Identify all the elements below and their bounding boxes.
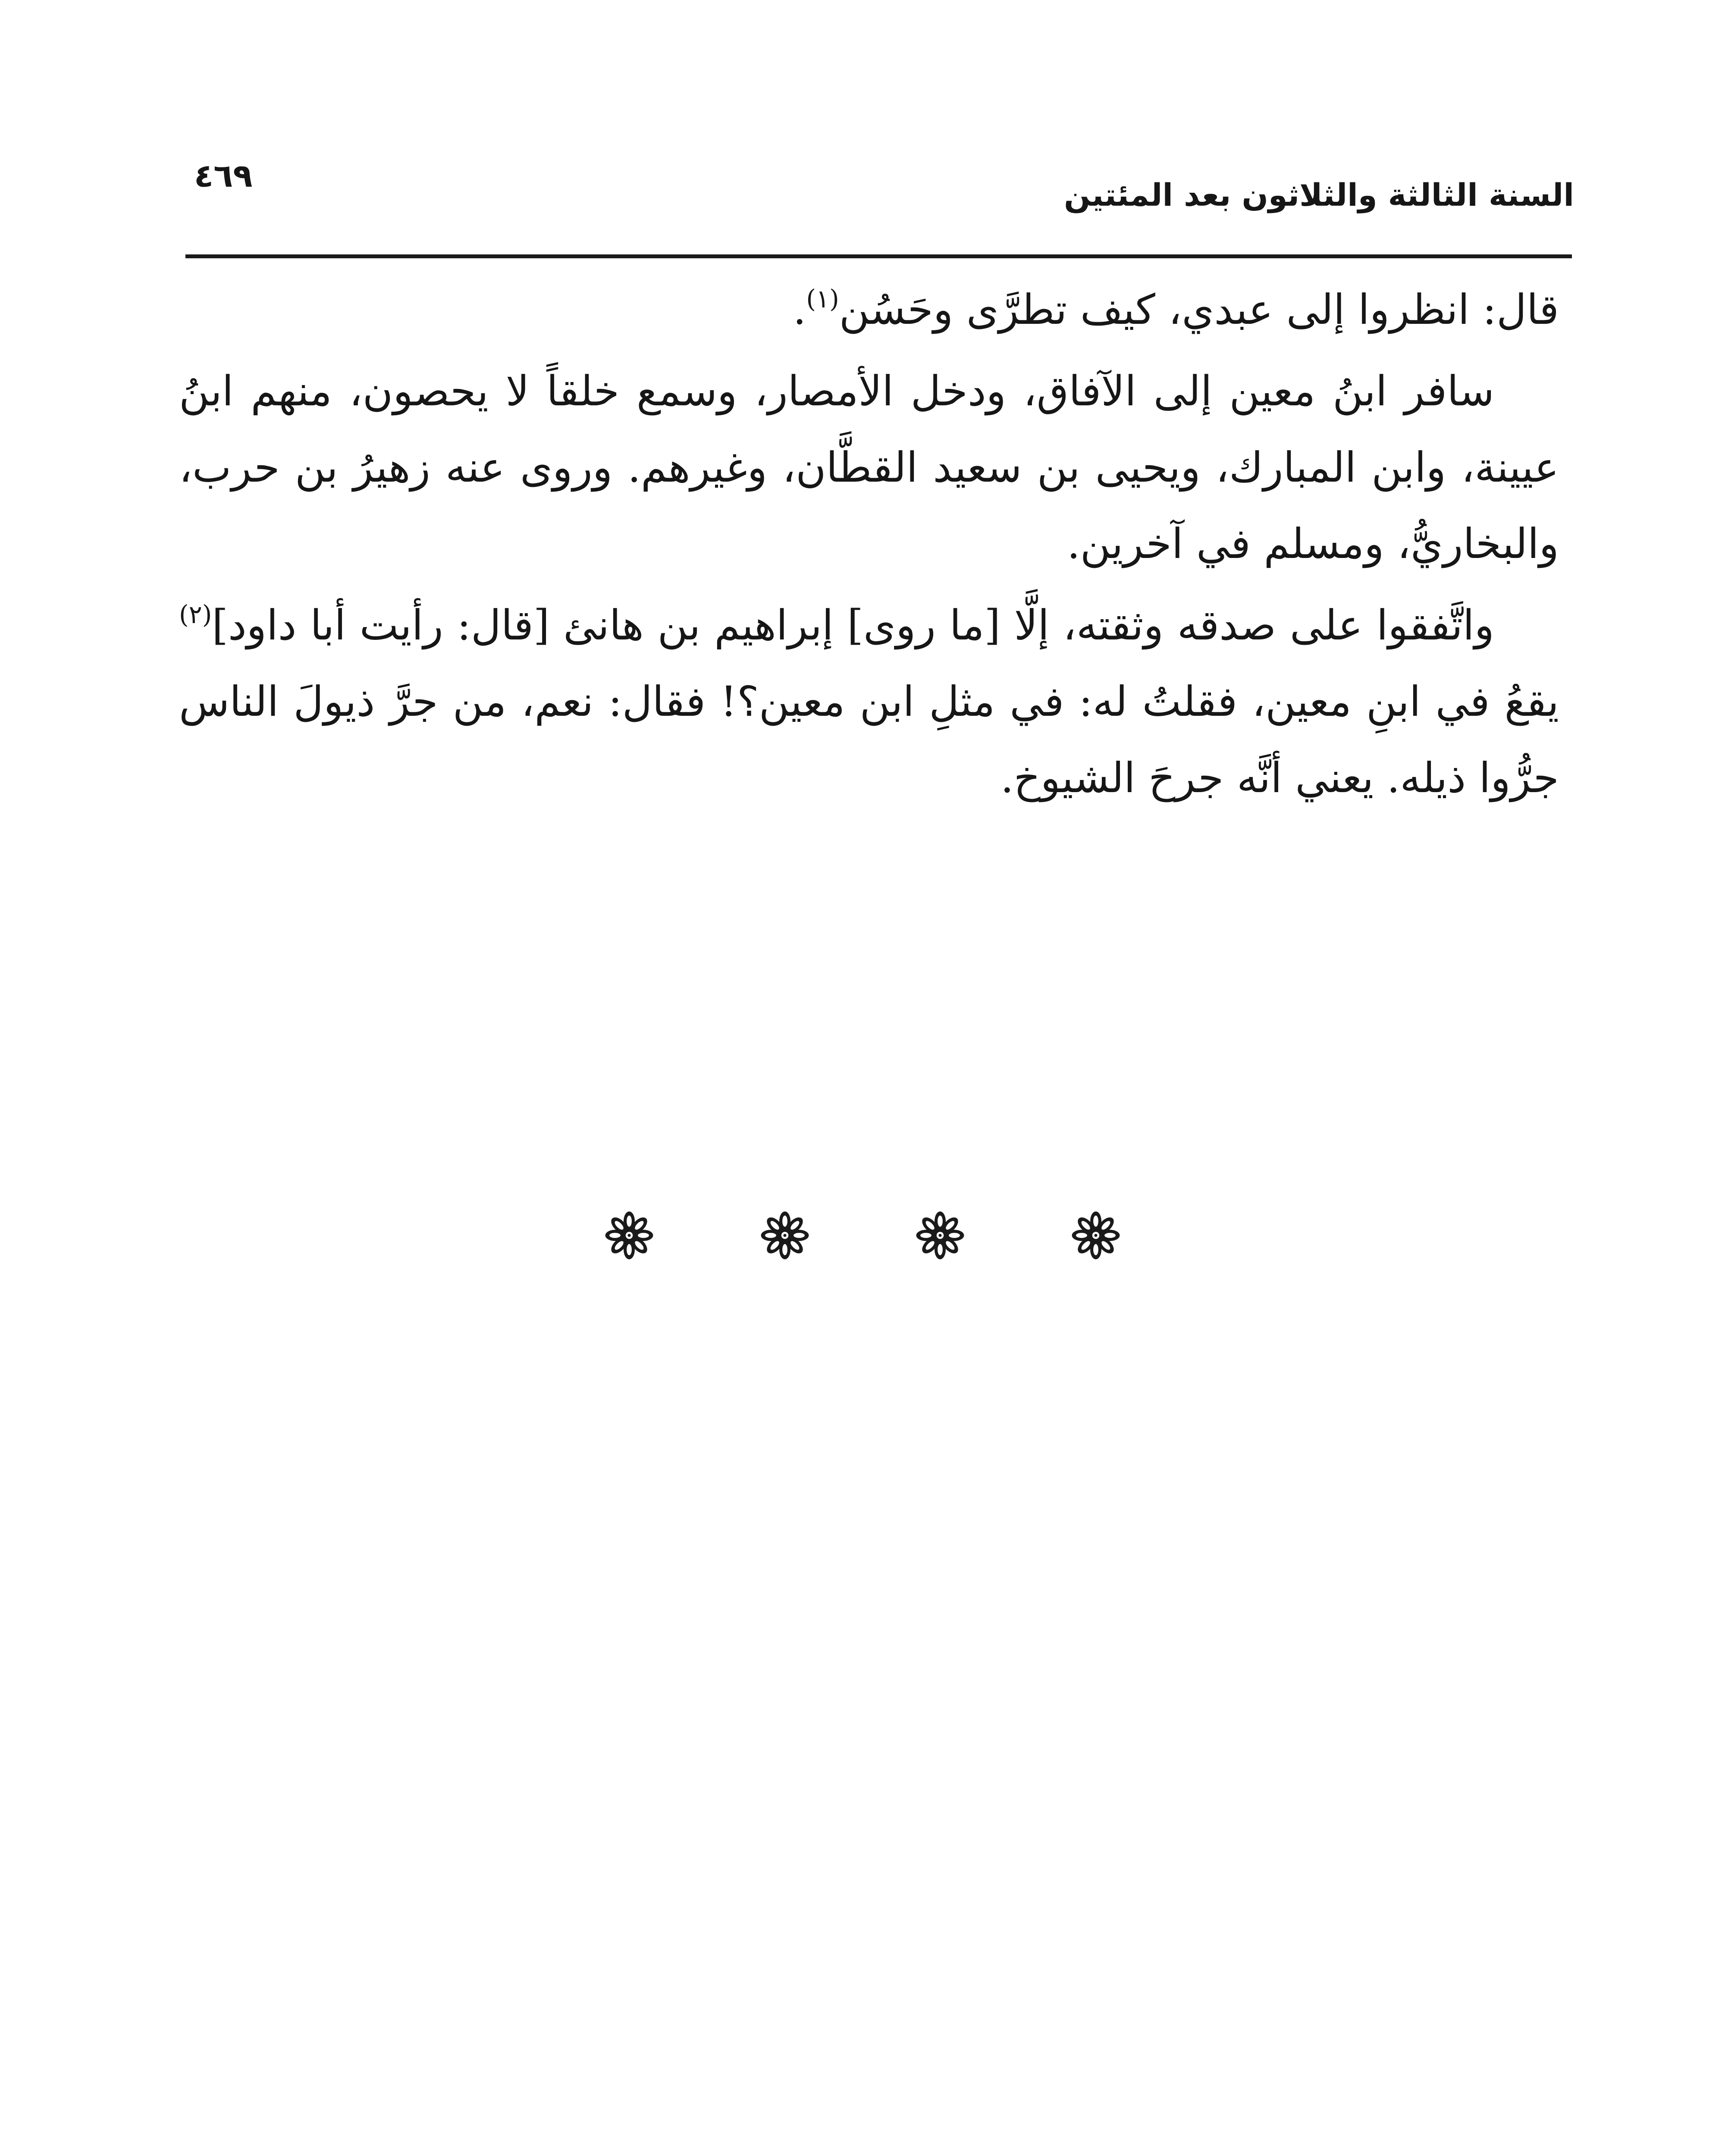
running-title: السنة الثالثة والثلاثون بعد المئتين	[1064, 177, 1574, 213]
trust-rest: يقعُ في ابنِ معين، فقلتُ له: في مثلِ ابن معين؟! فقال: نعم، من جرَّ ذيولَ الناس جرُّوا ذيله. يعني أنَّه جرحَ الشيوخ.	[179, 677, 1559, 802]
page-number: ٤٦٩	[194, 157, 253, 194]
flower-ornament-icon	[915, 1210, 966, 1261]
section-separator	[604, 1203, 1121, 1268]
footnote-ref-1: (١)	[806, 284, 839, 313]
quote-text: قال: انظروا إلى عبدي، كيف تطرَّى وحَسُن	[839, 285, 1559, 334]
flower-ornament-icon	[759, 1210, 810, 1261]
main-text	[179, 272, 1559, 816]
paragraph-trust	[179, 587, 1559, 816]
footnote-ref-2: (٢)	[179, 600, 212, 629]
quote-end: .	[793, 285, 806, 334]
flower-ornament-icon	[604, 1210, 655, 1261]
paragraph-travels: سافر ابنُ معين إلى الآفاق، ودخل الأمصار، وسمع خلقاً لا يحصون، منهم ابنُ عيينة، وابن المبارك، ويحيى بن سعيد القطَّان، وغيرهم. وروى عنه زهيرُ بن حرب، والبخاريُّ، ومسلم في آخرين.	[179, 367, 1559, 568]
paragraph-quote	[179, 272, 1559, 348]
flower-ornament-icon	[1070, 1210, 1121, 1261]
header-rule	[185, 254, 1572, 258]
page-header	[181, 155, 1574, 250]
trust-text: واتَّفقوا على صدقه وثقته، إلَّا [ما روى] إبراهيم بن هانئ [قال: رأيت أبا داود]	[212, 601, 1494, 649]
